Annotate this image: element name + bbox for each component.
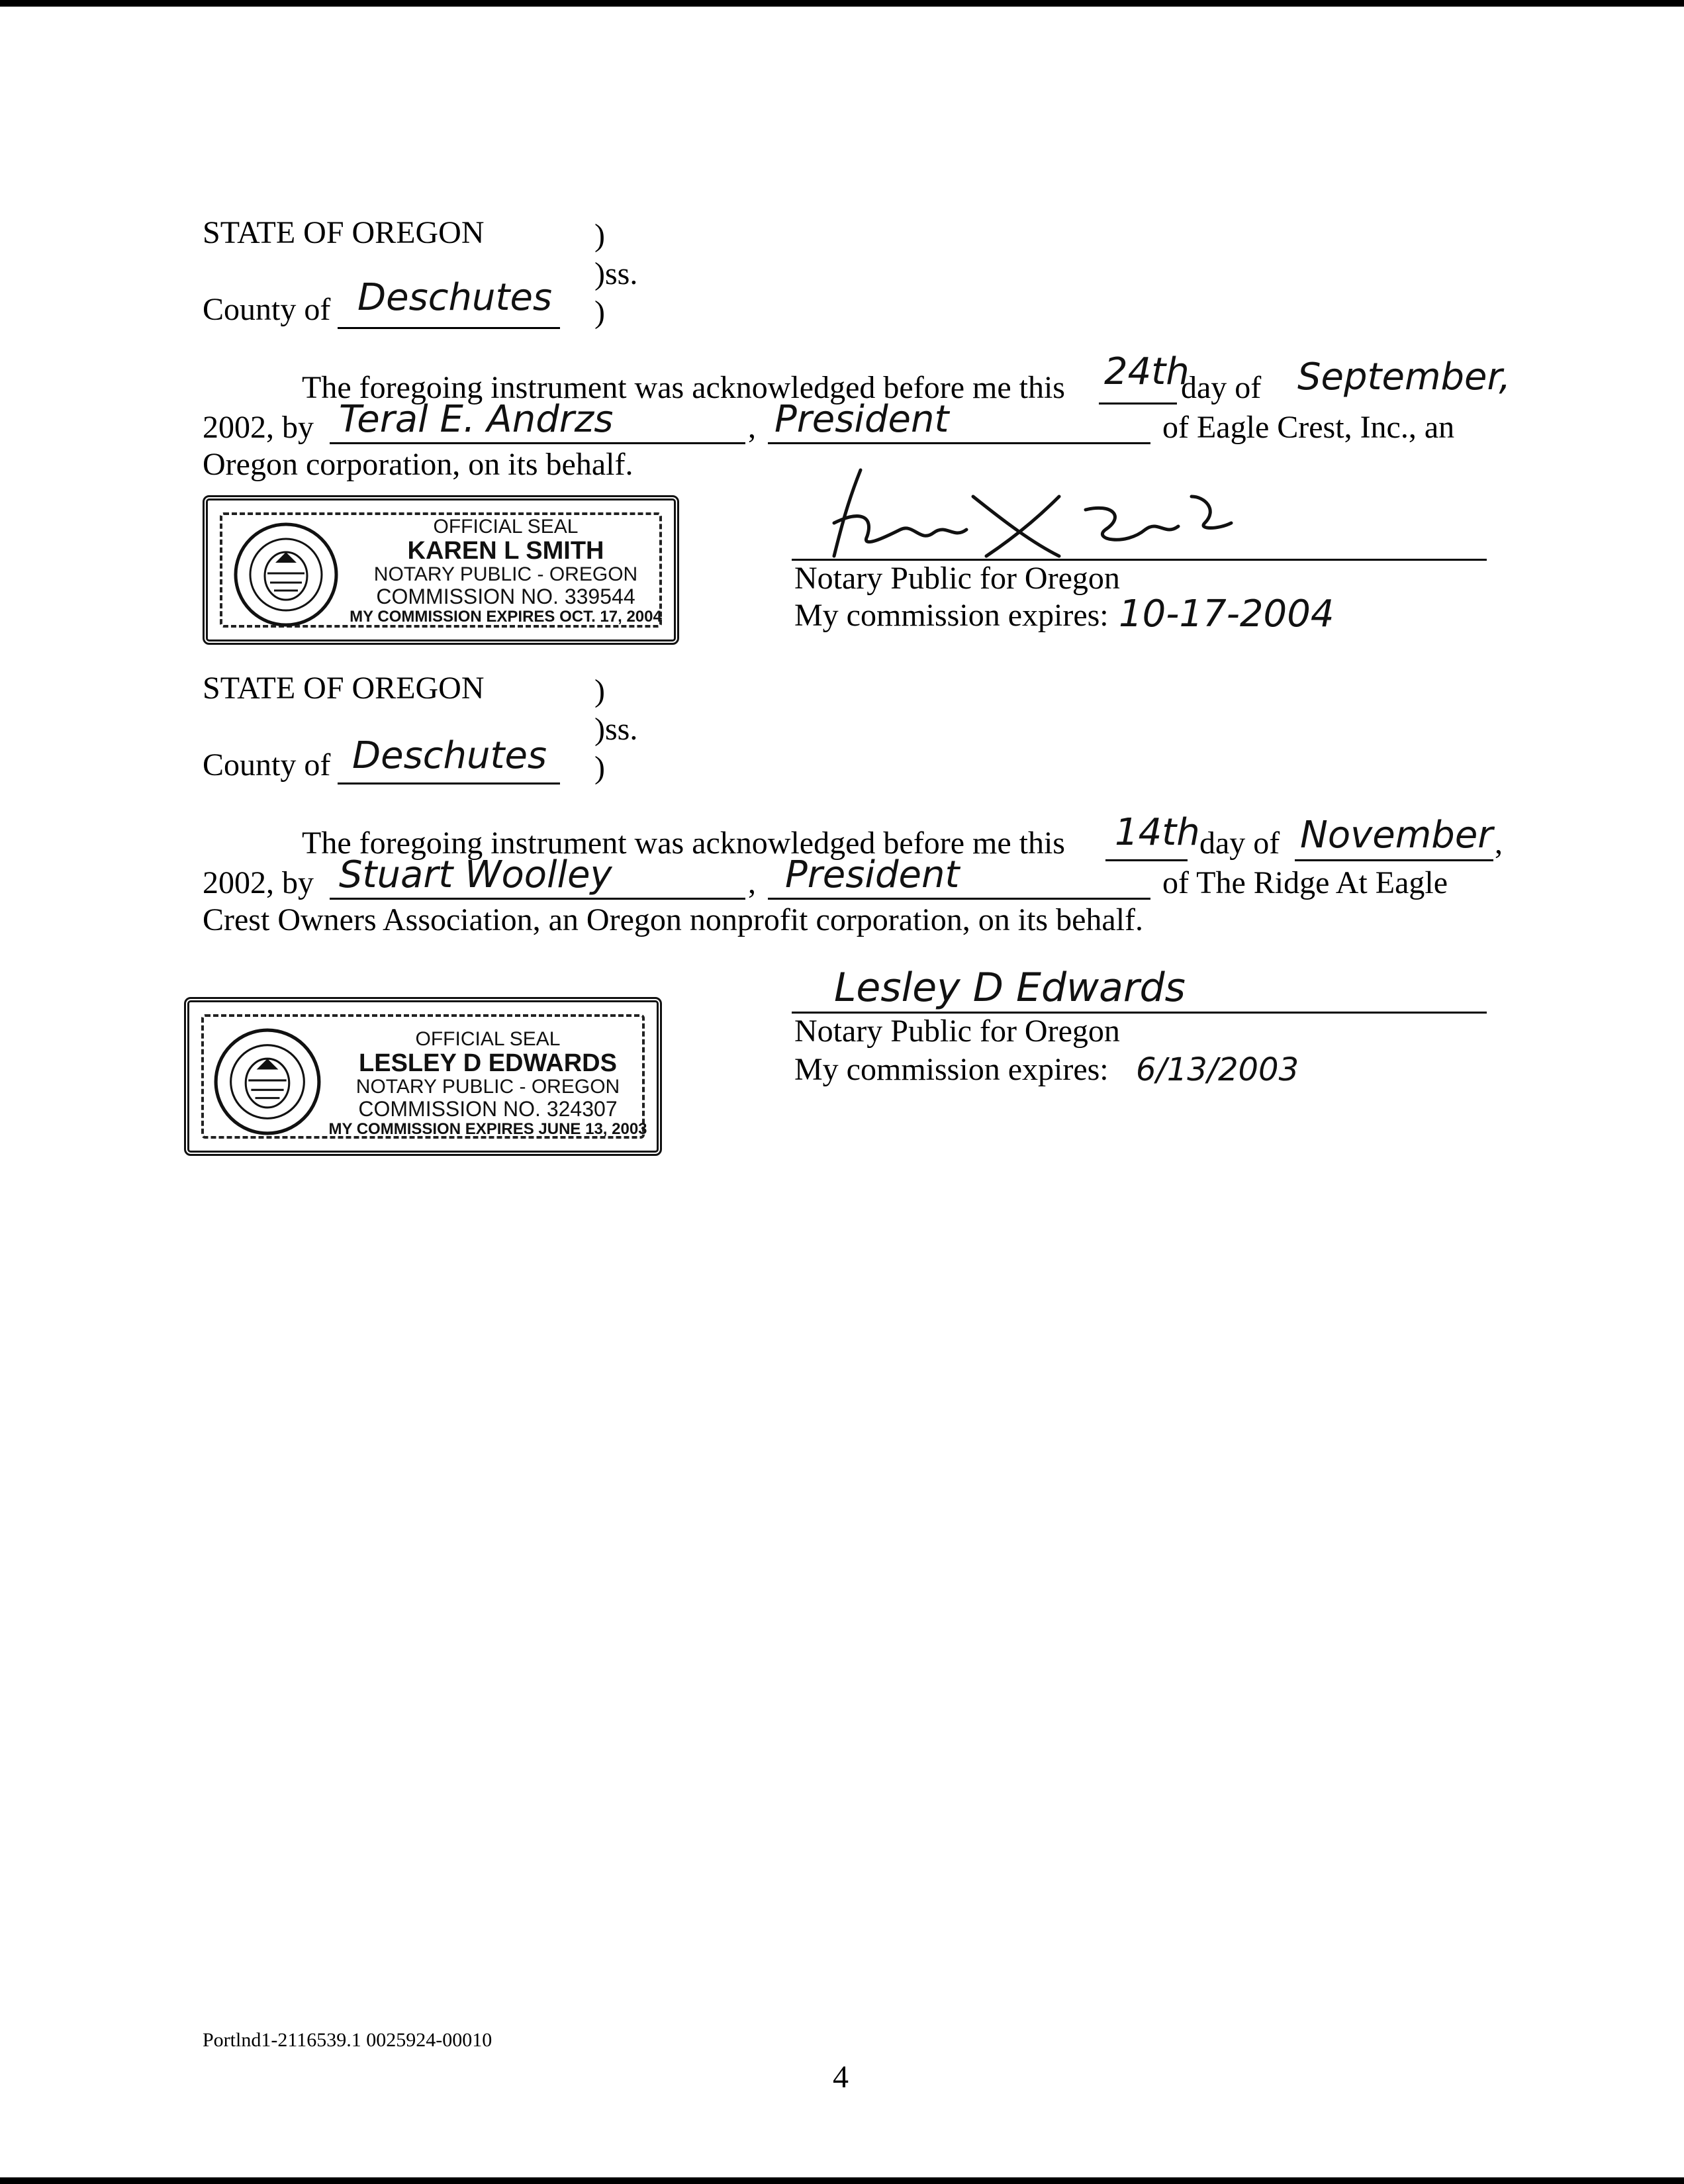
- document-id: Portlnd1-2116539.1 0025924-00010: [203, 2029, 492, 2051]
- page-number: 4: [833, 2060, 849, 2095]
- notary-public-1: Notary Public for Oregon: [794, 561, 1120, 596]
- title-line-1: [768, 442, 1150, 444]
- county-value-2: Deschutes: [352, 734, 547, 777]
- state-heading-1: STATE OF OREGON: [203, 215, 485, 250]
- ss-2: )ss.: [594, 712, 638, 747]
- notary-signature-2: Lesley D Edwards: [834, 965, 1186, 1011]
- oregon-seal-icon: [213, 1027, 322, 1136]
- ack-text-1: The foregoing instrument was acknowledged before me this: [302, 370, 1065, 405]
- name-value-1: Teral E. Andrzs: [339, 398, 614, 441]
- seal-commission-2: COMMISSION NO. 324307: [358, 1097, 618, 1121]
- month-line-2: [1295, 859, 1493, 861]
- seal-title-2: OFFICIAL SEAL: [415, 1028, 561, 1050]
- entity-line2-2: Crest Owners Association, an Oregon nonprofit corporation, on its behalf.: [203, 902, 1144, 937]
- comma-2: ,: [748, 865, 756, 900]
- day-line-2: [1105, 859, 1188, 861]
- state-heading-2: STATE OF OREGON: [203, 671, 485, 706]
- year-by-1: 2002, by: [203, 410, 314, 445]
- ack-text-2: The foregoing instrument was acknowledged before me this: [302, 826, 1065, 861]
- year-by-2: 2002, by: [203, 865, 314, 900]
- title-line-2: [768, 898, 1150, 900]
- county-label-2: County of: [203, 747, 331, 783]
- of-entity-2: of The Ridge At Eagle: [1162, 865, 1448, 900]
- county-line-1: [338, 327, 560, 329]
- seal-expires-2: MY COMMISSION EXPIRES JUNE 13, 2003: [328, 1120, 647, 1138]
- notary-seal-lesley-edwards: [184, 997, 662, 1156]
- name-value-2: Stuart Woolley: [339, 853, 612, 896]
- oregon-seal-icon: [233, 522, 339, 628]
- notary-signature-1: [821, 457, 1244, 563]
- name-line-1: [330, 442, 745, 444]
- paren-2b: ): [594, 750, 605, 785]
- day-line-1: [1099, 403, 1177, 404]
- county-line-2: [338, 783, 560, 784]
- month-value-1: September,: [1297, 356, 1511, 399]
- of-entity-1: of Eagle Crest, Inc., an: [1162, 410, 1455, 445]
- title-value-1: President: [774, 398, 949, 441]
- title-value-2: President: [785, 853, 960, 896]
- name-line-2: [330, 898, 745, 900]
- commission-expires-1: My commission expires:: [794, 598, 1109, 633]
- day-value-1: 24th: [1104, 350, 1190, 393]
- month-comma-2: ,: [1495, 826, 1503, 861]
- seal-name-1: KAREN L SMITH: [407, 537, 604, 565]
- seal-name-2: LESLEY D EDWARDS: [359, 1049, 617, 1077]
- day-of-2: day of: [1199, 826, 1280, 861]
- county-value-1: Deschutes: [357, 276, 553, 319]
- scan-bottom-edge: [0, 2177, 1684, 2184]
- paren-2a: ): [594, 673, 605, 708]
- seal-role-2: NOTARY PUBLIC - OREGON: [355, 1076, 620, 1098]
- expires-value-1: 10-17-2004: [1119, 593, 1334, 636]
- ss-1: )ss.: [594, 256, 638, 291]
- paren-1b: ): [594, 295, 605, 330]
- seal-role-1: NOTARY PUBLIC - OREGON: [373, 563, 638, 585]
- scan-top-edge: [0, 0, 1684, 7]
- county-label-1: County of: [203, 292, 331, 327]
- notary-public-2: Notary Public for Oregon: [794, 1014, 1120, 1049]
- seal-title-1: OFFICIAL SEAL: [433, 516, 579, 538]
- comma-1: ,: [748, 410, 756, 445]
- day-value-2: 14th: [1115, 811, 1200, 854]
- notary-seal-karen-smith: [203, 495, 679, 645]
- month-value-2: November: [1300, 814, 1493, 857]
- day-of-1: day of: [1181, 370, 1262, 405]
- commission-expires-2: My commission expires:: [794, 1052, 1109, 1087]
- seal-commission-1: COMMISSION NO. 339544: [376, 585, 635, 608]
- expires-value-2: 6/13/2003: [1136, 1051, 1299, 1088]
- seal-expires-1: MY COMMISSION EXPIRES OCT. 17, 2004: [350, 608, 662, 626]
- entity-line2-1: Oregon corporation, on its behalf.: [203, 447, 633, 482]
- paren-1a: ): [594, 218, 605, 253]
